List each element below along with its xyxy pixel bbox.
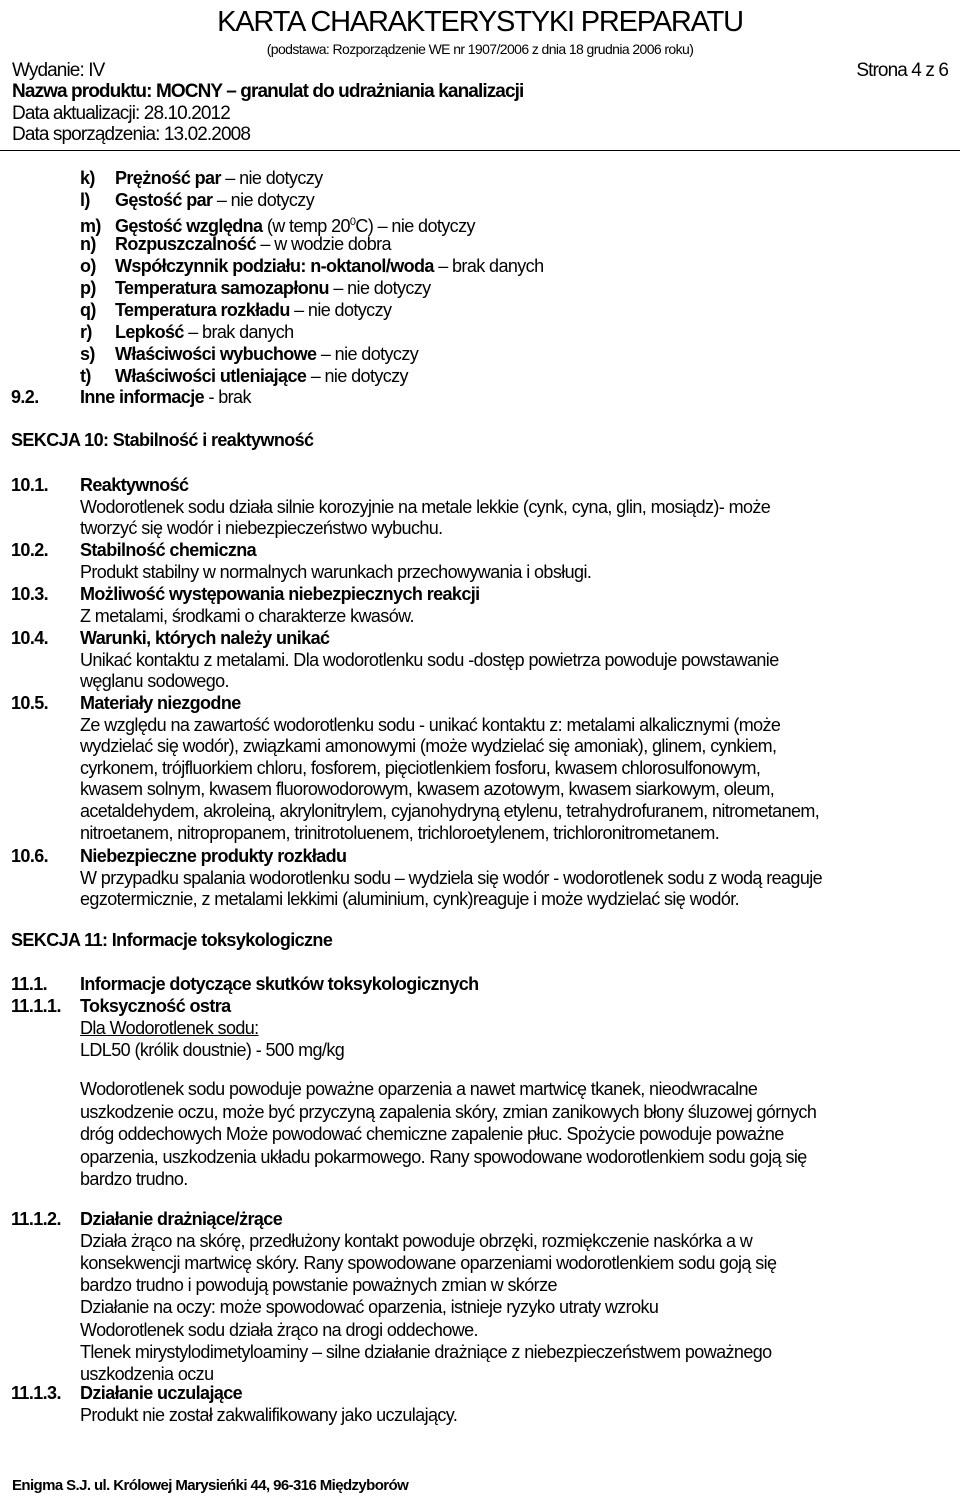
subsection-number: 11.1. [11,974,48,994]
property-value-end: C) – nie dotyczy [355,216,475,236]
subsection-number: 11.1.2. [11,1209,61,1229]
property-letter: p) [80,278,96,298]
subsection-number: 10.3. [11,584,49,604]
property-value: – nie dotyczy [289,300,392,320]
property-letter: q) [80,300,96,320]
paragraph-line: węglanu sodowego. [80,671,229,692]
paragraph-line: Tlenek mirystylodimetyloaminy – silne działanie drażniące z niebezpieczeństwem poważnego [80,1341,772,1362]
paragraph-line: Produkt nie został zakwalifikowany jako uczulający. [80,1405,458,1425]
property-row [80,233,391,255]
subsection-number: 11.1.1. [11,996,61,1016]
paragraph-line: oparzenia, uszkodzenia układu pokarmowego. Rany spowodowane wodorotlenkiem sodu goją się [80,1146,807,1167]
paragraph-line: Działanie na oczy: może spowodować oparzenia, istnieje ryzyko utraty wzroku [80,1297,659,1318]
s92-number: 9.2. [11,387,39,407]
footer-address: Enigma S.J. ul. Królowej Marysieńki 44, 96-316 Międzyborów [12,1477,409,1494]
paragraph-line: Produkt stabilny w normalnych warunkach przechowywania i obsługi. [80,561,592,582]
property-name: Temperatura rozkładu [115,300,290,320]
property-row [80,321,294,343]
paragraph-line: nitroetanem, nitropropanem, trinitrotoluenem, trichloroetylenem, trichloronitrometanem. [80,822,720,843]
paragraph-line: konsekwencji martwicę skóry. Rany spowodowane oparzeniami wodorotlenkiem sodu goją się [80,1253,777,1274]
property-letter: m) [80,216,101,236]
property-name: Właściwości wybuchowe [115,344,317,364]
property-value-sup: 0 [349,216,356,228]
subsection-title: Materiały niezgodne [80,693,241,713]
property-name: Rozpuszczalność [115,234,257,254]
section-11-title: SEKCJA 11: Informacje toksykologiczne [11,930,333,950]
paragraph-line: Z metalami, środkami o charakterze kwasów. [80,605,414,626]
s92-value: - brak [204,387,251,407]
property-name: Temperatura samozapłonu [115,278,329,298]
paragraph-line: kwasem solnym, kwasem fluorowodorowym, kwasem azotowym, kwasem siarkowym, oleum, [80,779,775,800]
subsection-title: Działanie drażniące/żrące [80,1209,283,1229]
paragraph-line: W przypadku spalania wodorotlenku sodu – wydziela się wodór - wodorotlenek sodu z wodą reaguje [80,867,823,888]
paragraph-line: uszkodzenia oczu [80,1363,214,1384]
subsection-title: Toksyczność ostra [80,996,231,1016]
paragraph-line: Wodorotlenek sodu działa silnie korozyjnie na metale lekkie (cynk, cyna, glin, mosiądz)- może [80,496,771,517]
document-title: KARTA CHARAKTERYSTYKI PREPARATU [217,6,743,38]
paragraph-line: Działa żrąco na skórę, przedłużony kontakt powoduje obrzęki, rozmiękczenie naskórka a w [80,1231,753,1252]
property-letter: l) [80,190,90,210]
product-name: MOCNY – granulat do udrażniania kanalizacji [155,81,524,102]
product-name-row [12,81,523,103]
edition: Wydanie: IV [12,60,105,81]
property-row [80,299,391,321]
paragraph-line: Unikać kontaktu z metalami. Dla wodorotlenku sodu -dostęp powietrza powoduje powstawanie [80,649,779,670]
property-letter: o) [80,256,96,276]
paragraph-line: cyrkonem, trójfluorkiem chloru, fosforem, pięciotlenkiem fosforu, kwasem chlorosulfonowym, [80,757,761,778]
property-name: Gęstość względna [115,216,263,236]
ld50-value: LDL50 (królik doustnie) - 500 mg/kg [80,1040,345,1060]
property-value: – nie dotyczy [316,344,419,364]
property-name: Współczynnik podziału: n-oktanol/woda [115,256,434,276]
property-value: – nie dotyczy [328,278,431,298]
property-letter: k) [80,168,95,188]
property-name: Lepkość [115,322,184,342]
property-row [80,255,544,277]
paragraph-line: bardzo trudno. [80,1169,188,1189]
subsection-title: Możliwość występowania niebezpiecznych reakcji [80,584,480,604]
subsection-number: 10.5. [11,693,49,713]
property-row [80,167,323,189]
substance-label: Dla Wodorotlenek sodu: [80,1018,259,1038]
paragraph-line: Wodorotlenek sodu działa żrąco na drogi oddechowe. [80,1319,478,1340]
subsection-title: Reaktywność [80,475,189,495]
property-name: Gęstość par [115,190,213,210]
s92-name: Inne informacje [80,387,205,407]
property-row [80,343,418,365]
subsection-number: 10.4. [11,628,49,648]
property-value: – nie dotyczy [212,190,315,210]
property-name: Właściwości utleniające [115,366,307,386]
paragraph-line: uszkodzenie oczu, może być przyczyną zapalenia skóry, zmian zanikowych błony śluzowej górnych [80,1101,817,1122]
paragraph-line: bardzo trudno i powodują powstanie poważnych zmian w skórze [80,1275,557,1296]
property-row [80,365,408,387]
paragraph-line: Ze względu na zawartość wodorotlenku sodu - unikać kontaktu z: metalami alkalicznymi (może [80,714,781,735]
paragraph-line: wydzielać się wodór), związkami amonowymi (może wydzielać się amoniak), glinem, cynkiem, [80,736,777,757]
page-number: Strona 4 z 6 [856,60,948,81]
subsection-title: Niebezpieczne produkty rozkładu [80,846,347,866]
subsection-number: 10.1. [11,475,49,495]
creation-date: Data sporządzenia: 13.02.2008 [12,124,250,145]
property-value: – brak danych [183,322,294,342]
document-subtitle: (podstawa: Rozporządzenie WE nr 1907/2006 z dnia 18 grudnia 2006 roku) [266,41,694,57]
s92-row [11,386,39,408]
subsection-title: Warunki, których należy unikać [80,628,330,648]
property-row [80,189,314,211]
property-row [80,277,431,299]
property-letter: r) [80,322,92,342]
paragraph-line: tworzyć się wodór i niebezpieczeństwo wybuchu. [80,518,443,539]
s92-text [80,386,251,408]
subsection-number: 11.1.3. [11,1383,61,1403]
subsection-title: Informacje dotyczące skutków toksykologicznych [80,974,479,994]
property-value: (w temp 20 [262,216,350,236]
property-letter: n) [80,234,96,254]
subsection-title: Działanie uczulające [80,1383,243,1403]
paragraph-line: Wodorotlenek sodu powoduje poważne oparzenia a nawet martwicę tkanek, nieodwracalne [80,1079,758,1099]
paragraph-line: egzotermicznie, z metalami lekkimi (aluminium, cynk)reaguje i może wydzielać się wodór. [80,889,740,910]
update-date: Data aktualizacji: 28.10.2012 [12,103,230,124]
subsection-number: 10.2. [11,540,49,560]
product-label: Nazwa produktu: [12,81,152,102]
paragraph-line: acetaldehydem, akroleiną, akrylonitrylem, cyjanohydryną etylenu, tetrahydrofuranem, nitrometanem, [80,801,820,821]
header-divider [0,150,960,151]
subsection-title: Stabilność chemiczna [80,540,257,560]
section-10-title: SEKCJA 10: Stabilność i reaktywność [11,430,314,450]
property-letter: s) [80,344,95,364]
property-value: – nie dotyczy [306,366,408,386]
property-value: – nie dotyczy [220,168,323,188]
paragraph-line: dróg oddechowych Może powodować chemiczne zapalenie płuc. Spożycie powoduje poważne [80,1124,784,1144]
property-value: – w wodzie dobra [256,234,391,254]
property-value: – brak danych [433,256,544,276]
property-letter: t) [80,366,91,386]
subsection-number: 10.6. [11,846,49,866]
property-name: Prężność par [115,168,221,188]
